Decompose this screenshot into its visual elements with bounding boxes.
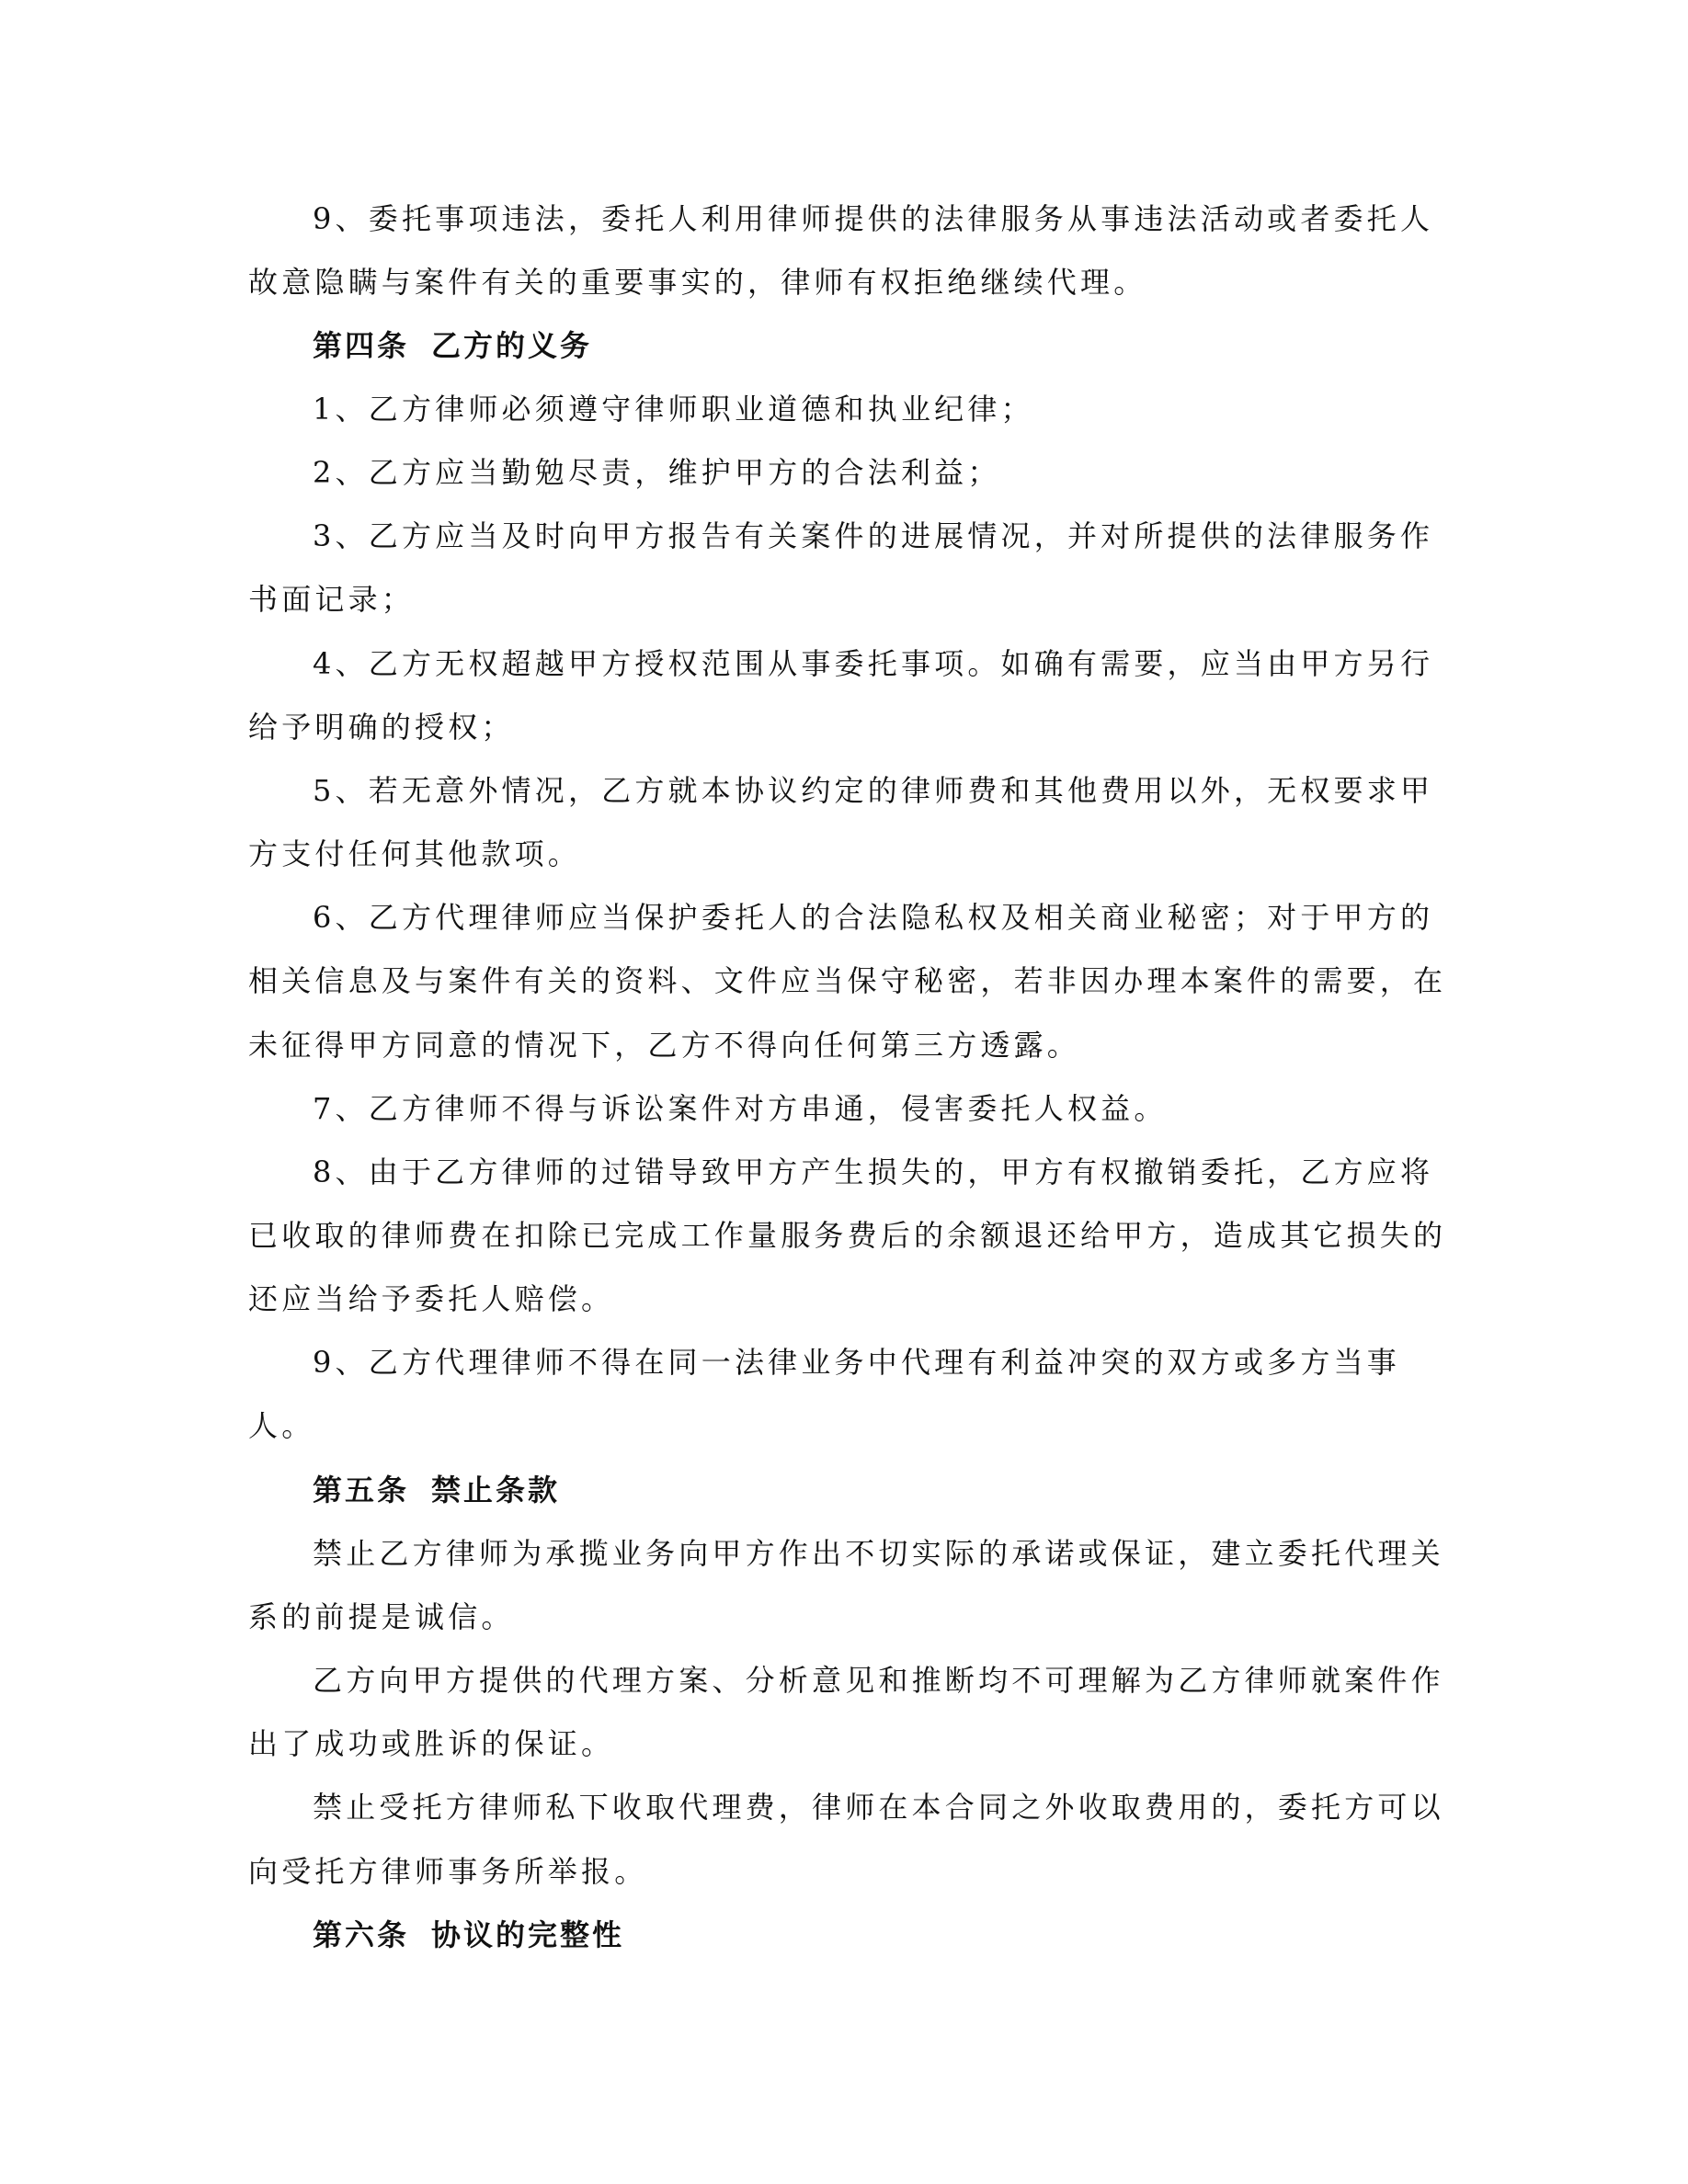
paragraph-line: 4、乙方无权超越甲方授权范围从事委托事项。如确有需要，应当由甲方另行 xyxy=(313,646,1434,681)
heading-number: 第六条 xyxy=(313,1917,410,1952)
heading-number: 第四条 xyxy=(313,328,410,363)
paragraph-line: 还应当给予委托人赔偿。 xyxy=(248,1281,615,1316)
heading-number: 第五条 xyxy=(313,1473,410,1507)
paragraph-line: 出了成功或胜诉的保证。 xyxy=(248,1726,615,1761)
paragraph-line: 禁止乙方律师为承揽业务向甲方作出不切实际的承诺或保证，建立委托代理关 xyxy=(313,1536,1444,1571)
paragraph-line: 3、乙方应当及时向甲方报告有关案件的进展情况，并对所提供的法律服务作 xyxy=(313,518,1434,553)
paragraph-line: 书面记录； xyxy=(248,582,416,617)
paragraph-line: 6、乙方代理律师应当保护委托人的合法隐私权及相关商业秘密；对于甲方的 xyxy=(313,900,1434,935)
paragraph-line: 人。 xyxy=(248,1408,315,1443)
paragraph-line: 相关信息及与案件有关的资料、文件应当保守秘密，若非因办理本案件的需要，在 xyxy=(248,963,1447,998)
paragraph-line: 9、委托事项违法，委托人利用律师提供的法律服务从事违法活动或者委托人 xyxy=(313,201,1434,236)
paragraph-line: 乙方向甲方提供的代理方案、分析意见和推断均不可理解为乙方律师就案件作 xyxy=(313,1663,1444,1698)
paragraph-line: 2、乙方应当勤勉尽责，维护甲方的合法利益； xyxy=(313,455,1001,490)
paragraph-line: 已收取的律师费在扣除已完成工作量服务费后的余额退还给甲方，造成其它损失的 xyxy=(248,1218,1447,1253)
heading-title: 乙方的义务 xyxy=(431,328,593,363)
paragraph-line: 向受托方律师事务所举报。 xyxy=(248,1854,648,1889)
paragraph-line: 8、由于乙方律师的过错导致甲方产生损失的，甲方有权撤销委托，乙方应将 xyxy=(313,1155,1434,1189)
paragraph-line: 5、若无意外情况，乙方就本协议约定的律师费和其他费用以外，无权要求甲 xyxy=(313,773,1434,808)
paragraph-line: 方支付任何其他款项。 xyxy=(248,836,582,871)
section-heading xyxy=(313,1917,624,1953)
paragraph-line: 禁止受托方律师私下收取代理费，律师在本合同之外收取费用的，委托方可以 xyxy=(313,1790,1444,1825)
paragraph-line: 7、乙方律师不得与诉讼案件对方串通，侵害委托人权益。 xyxy=(313,1091,1168,1126)
section-heading xyxy=(313,1472,560,1508)
paragraph-line: 1、乙方律师必须遵守律师职业道德和执业纪律； xyxy=(313,392,1034,427)
paragraph-line: 系的前提是诚信。 xyxy=(248,1599,515,1634)
heading-title: 禁止条款 xyxy=(431,1473,561,1507)
paragraph-line: 9、乙方代理律师不得在同一法律业务中代理有利益冲突的双方或多方当事 xyxy=(313,1345,1400,1380)
paragraph-line: 未征得甲方同意的情况下，乙方不得向任何第三方透露。 xyxy=(248,1028,1081,1063)
paragraph-line: 故意隐瞒与案件有关的重要事实的，律师有权拒绝继续代理。 xyxy=(248,265,1147,300)
paragraph-line: 给予明确的授权； xyxy=(248,710,515,745)
section-heading xyxy=(313,327,592,364)
heading-title: 协议的完整性 xyxy=(431,1917,625,1952)
